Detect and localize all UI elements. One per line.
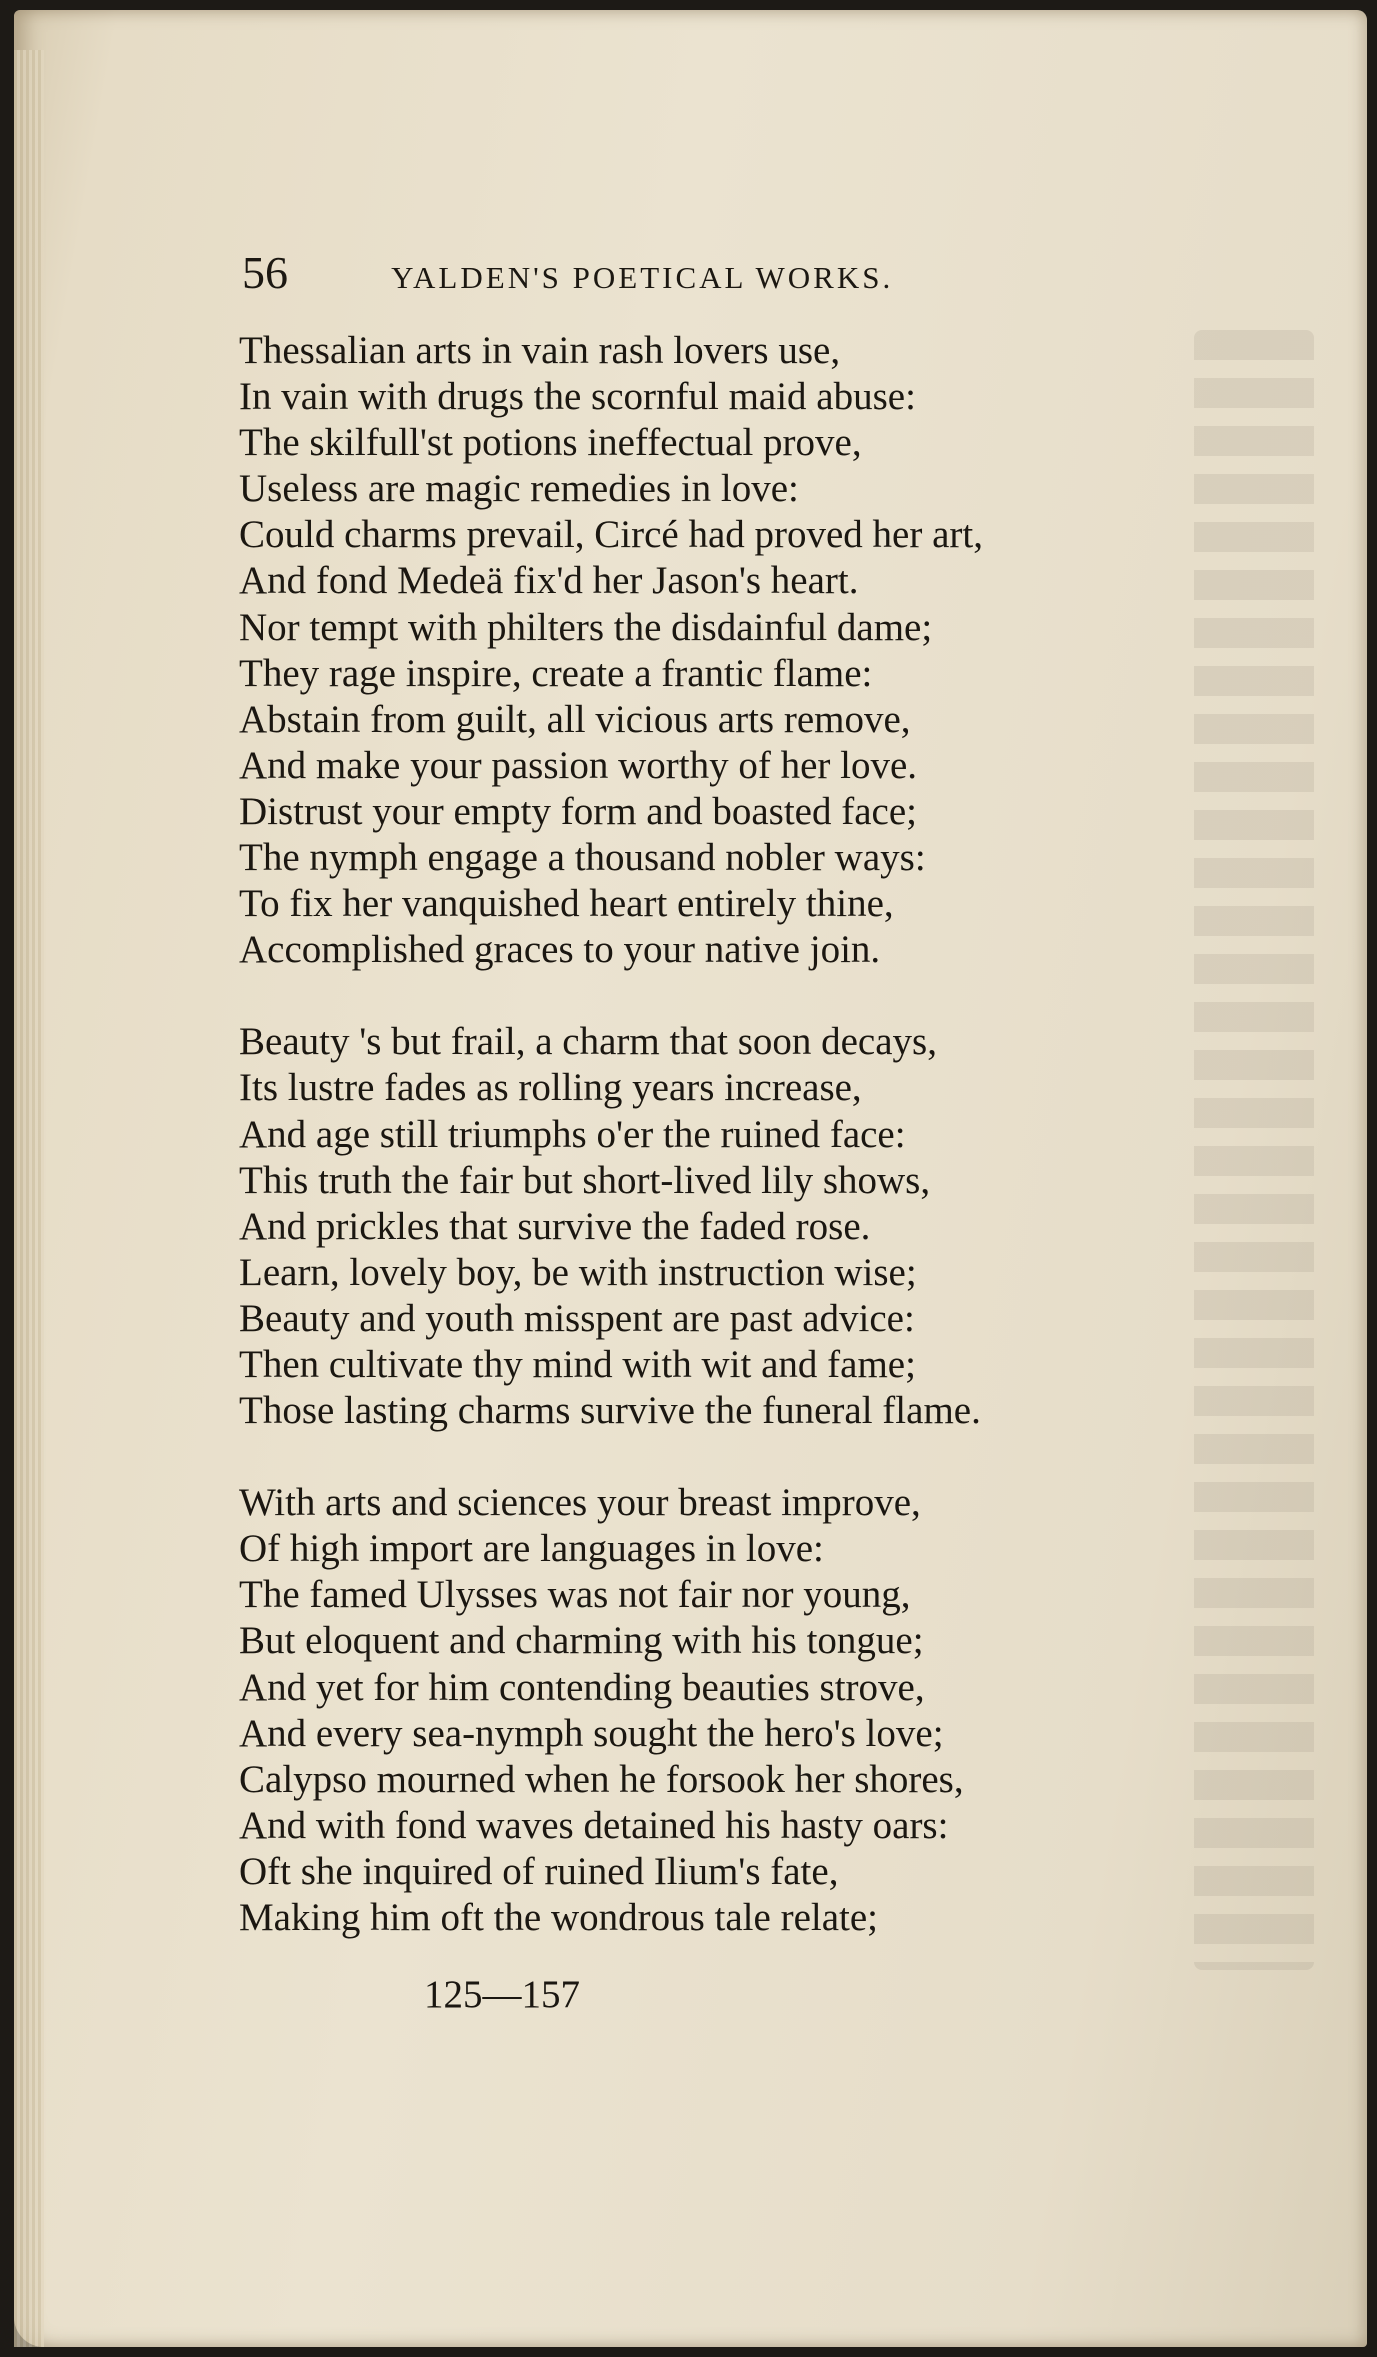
stanza xyxy=(239,328,1179,973)
verse-line: Abstain from guilt, all vicious arts remove, xyxy=(239,697,911,741)
verse-line: Distrust your empty form and boasted face; xyxy=(239,789,917,833)
stanza-break xyxy=(239,1434,1179,1480)
verse-line: Beauty and youth misspent are past advice: xyxy=(239,1296,915,1340)
verse-line: Nor tempt with philters the disdainful dame; xyxy=(239,605,933,649)
show-through-text xyxy=(1194,330,1314,1970)
verse-line: Those lasting charms survive the funeral flame. xyxy=(239,1389,981,1433)
verse-line: But eloquent and charming with his tongue; xyxy=(239,1619,924,1663)
verse-line: And yet for him contending beauties strove, xyxy=(239,1665,925,1709)
verse-line: Accomplished graces to your native join. xyxy=(239,928,881,972)
verse-line: Making him oft the wondrous tale relate; xyxy=(239,1896,879,1939)
verse-line: And make your passion worthy of her love. xyxy=(239,743,918,787)
verse-line: Oft she inquired of ruined Ilium's fate, xyxy=(239,1849,839,1893)
verse-line: In vain with drugs the scornful maid abuse: xyxy=(239,375,916,419)
verse-line: Beauty 's but frail, a charm that soon decays, xyxy=(239,1020,937,1064)
book-page xyxy=(14,10,1367,2347)
verse-line: And with fond waves detained his hasty oars: xyxy=(239,1803,949,1847)
stanza-break xyxy=(239,973,1179,1019)
verse-line: And age still triumphs o'er the ruined face: xyxy=(239,1112,906,1156)
verse-line: And fond Medeä fix'd her Jason's heart. xyxy=(239,559,859,603)
verse-line: And prickles that survive the faded rose. xyxy=(239,1204,871,1248)
verse-line: And every sea-nymph sought the hero's love; xyxy=(239,1711,944,1755)
verse-line: Thessalian arts in vain rash lovers use, xyxy=(239,329,841,372)
verse-line: To fix her vanquished heart entirely thine, xyxy=(239,882,894,926)
line-range-footer: 125—157 xyxy=(424,1973,580,2016)
stanza xyxy=(239,1480,1179,1941)
page-edge xyxy=(14,50,44,2347)
verse-line: The skilfull'st potions ineffectual prove, xyxy=(239,421,862,465)
verse-line: Of high import are languages in love: xyxy=(239,1527,824,1571)
poem-body xyxy=(239,328,1179,1941)
verse-line: Then cultivate thy mind with wit and fame; xyxy=(239,1342,916,1386)
verse-line: This truth the fair but short-lived lily shows, xyxy=(239,1158,931,1202)
verse-line: Useless are magic remedies in love: xyxy=(239,467,799,511)
verse-line: Could charms prevail, Circé had proved her art, xyxy=(239,513,983,557)
verse-line: They rage inspire, create a frantic flame: xyxy=(239,651,873,695)
verse-line: The famed Ulysses was not fair nor young, xyxy=(239,1573,911,1617)
verse-line: Calypso mourned when he forsook her shores, xyxy=(239,1757,964,1801)
running-head: YALDEN'S POETICAL WORKS. xyxy=(391,260,894,295)
stanza xyxy=(239,1019,1179,1434)
verse-line: Learn, lovely boy, be with instruction wise; xyxy=(239,1250,917,1294)
verse-line: With arts and sciences your breast improve, xyxy=(239,1481,921,1525)
page-number: 56 xyxy=(242,247,288,298)
page-header xyxy=(242,246,1142,299)
verse-line: Its lustre fades as rolling years increase, xyxy=(239,1066,862,1110)
verse-line: The nymph engage a thousand nobler ways: xyxy=(239,836,926,880)
